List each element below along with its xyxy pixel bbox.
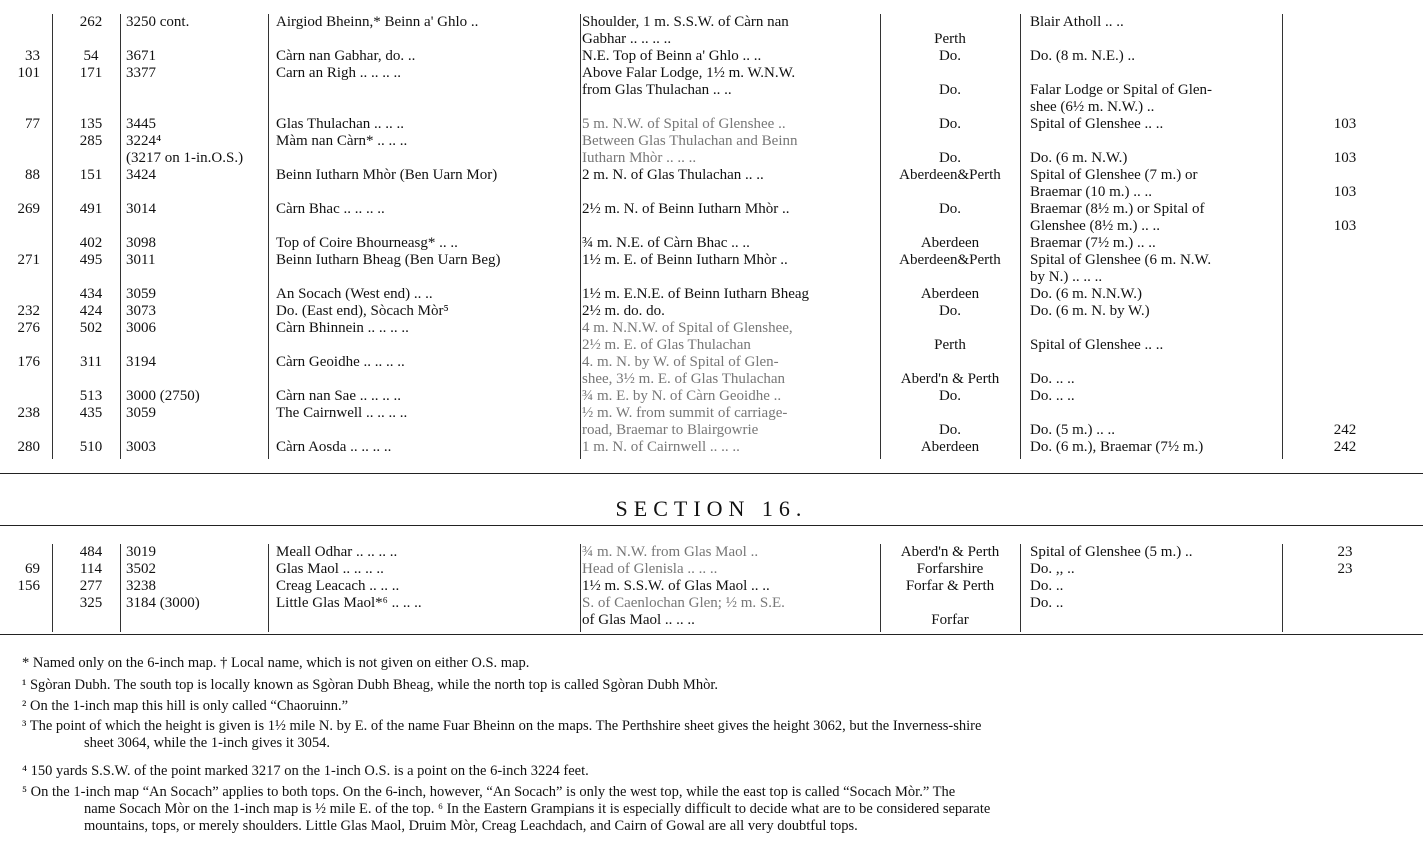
cell-c1: 269 bbox=[17, 201, 40, 217]
column-rule bbox=[1020, 14, 1021, 459]
cell-c7: Do. (8 m. N.E.) .. bbox=[1030, 48, 1135, 64]
cell-c7: Do. (6 m. N.N.W.) bbox=[1030, 286, 1142, 302]
top-table bbox=[0, 14, 1423, 459]
cell-c6: Do. bbox=[938, 303, 962, 319]
cell-c3: 3006 bbox=[126, 320, 156, 336]
table-row bbox=[0, 235, 1423, 252]
cell-c6: Do. bbox=[938, 150, 962, 166]
table-row bbox=[0, 218, 1423, 235]
column-rule bbox=[880, 544, 881, 632]
footnote-0: * Named only on the 6-inch map. † Local name, which is not given on either O.S. map. bbox=[22, 655, 530, 671]
cell-c7: Do. (5 m.) .. .. bbox=[1030, 422, 1115, 438]
cell-c2: 484 bbox=[79, 544, 103, 560]
cell-c5: from Glas Thulachan .. .. bbox=[582, 82, 732, 98]
cell-c2: 311 bbox=[80, 354, 102, 370]
cell-c7: Do. .. .. bbox=[1030, 371, 1075, 387]
cell-c4: Càrn Bhinnein .. .. .. .. bbox=[276, 320, 409, 336]
column-rule bbox=[880, 14, 881, 459]
cell-c1: 88 bbox=[25, 167, 40, 183]
cell-c3: 3377 bbox=[126, 65, 156, 81]
table-row bbox=[0, 150, 1423, 167]
table-row bbox=[0, 82, 1423, 99]
column-rule bbox=[268, 544, 269, 632]
cell-c1: 280 bbox=[17, 439, 40, 455]
cell-c3: 3003 bbox=[126, 439, 156, 455]
cell-c3: (3217 on 1-in.O.S.) bbox=[126, 150, 244, 166]
divider-top bbox=[0, 473, 1423, 474]
cell-c1: 33 bbox=[25, 48, 40, 64]
cell-c5: 4 m. N.N.W. of Spital of Glenshee, bbox=[582, 320, 793, 336]
cell-c8: 103 bbox=[1333, 116, 1357, 132]
footnote-5-line-1: ⁵ On the 1-inch map “An Socach” applies to both tops. On the 6-inch, however, “An Socach” is only the west top, while the east top is called “Socach Mòr.” The bbox=[22, 784, 956, 800]
cell-c2: 325 bbox=[79, 595, 103, 611]
cell-c6: Aberd'n & Perth bbox=[900, 371, 1000, 387]
cell-c2: 491 bbox=[79, 201, 103, 217]
cell-c7: Do. .. .. bbox=[1030, 388, 1075, 404]
cell-c1: 101 bbox=[17, 65, 40, 81]
footnote-1: ¹ Sgòran Dubh. The south top is locally known as Sgòran Dubh Bheag, while the north top is called Sgòran Dubh Mhòr. bbox=[22, 677, 718, 693]
cell-c4: Creag Leacach .. .. .. bbox=[276, 578, 400, 594]
cell-c3: 3059 bbox=[126, 405, 156, 421]
cell-c4: An Socach (West end) .. .. bbox=[276, 286, 433, 302]
cell-c5: 1½ m. E. of Beinn Iutharn Mhòr .. bbox=[582, 252, 788, 268]
cell-c3: 3445 bbox=[126, 116, 156, 132]
cell-c4: Càrn Geoidhe .. .. .. .. bbox=[276, 354, 405, 370]
cell-c1: 77 bbox=[25, 116, 40, 132]
cell-c8: 103 bbox=[1333, 150, 1357, 166]
cell-c5: Iutharn Mhòr .. .. .. bbox=[582, 150, 697, 166]
table-row bbox=[0, 544, 1423, 561]
cell-c6: Forfarshire bbox=[916, 561, 984, 577]
cell-c5: of Glas Maol .. .. .. bbox=[582, 612, 695, 628]
footnote-5 bbox=[22, 784, 1417, 835]
column-rule bbox=[1282, 544, 1283, 632]
cell-c5: ¾ m. E. by N. of Càrn Geoidhe .. bbox=[582, 388, 782, 404]
cell-c7: Braemar (7½ m.) .. .. bbox=[1030, 235, 1156, 251]
cell-c5: ¾ m. N.W. from Glas Maol .. bbox=[582, 544, 759, 560]
cell-c4: Càrn nan Sae .. .. .. .. bbox=[276, 388, 401, 404]
cell-c8: 103 bbox=[1333, 218, 1357, 234]
column-rule bbox=[120, 14, 121, 459]
cell-c7: Braemar (10 m.) .. .. bbox=[1030, 184, 1153, 200]
table-row bbox=[0, 371, 1423, 388]
cell-c5: 2 m. N. of Glas Thulachan .. .. bbox=[582, 167, 764, 183]
table-row bbox=[0, 48, 1423, 65]
cell-c2: 434 bbox=[79, 286, 103, 302]
cell-c6: Forfar bbox=[931, 612, 969, 628]
footnote-3 bbox=[22, 718, 1417, 752]
cell-c3: 3014 bbox=[126, 201, 156, 217]
cell-c3: 3019 bbox=[126, 544, 156, 560]
cell-c8: 242 bbox=[1333, 422, 1357, 438]
cell-c3: 3098 bbox=[126, 235, 156, 251]
cell-c6: Do. bbox=[938, 422, 962, 438]
cell-c2: 135 bbox=[79, 116, 103, 132]
cell-c1: 176 bbox=[17, 354, 40, 370]
bottom-table bbox=[0, 544, 1423, 634]
cell-c4: Beinn Iutharn Bheag (Ben Uarn Beg) bbox=[276, 252, 501, 268]
cell-c2: 424 bbox=[79, 303, 103, 319]
cell-c5: shee, 3½ m. E. of Glas Thulachan bbox=[582, 371, 786, 387]
column-rule bbox=[580, 544, 581, 632]
cell-c4: The Cairnwell .. .. .. .. bbox=[276, 405, 408, 421]
cell-c1: 232 bbox=[17, 303, 40, 319]
cell-c5: 1 m. N. of Cairnwell .. .. .. bbox=[582, 439, 740, 455]
table-row bbox=[0, 303, 1423, 320]
divider-footnotes bbox=[0, 634, 1423, 635]
cell-c3: 3502 bbox=[126, 561, 156, 577]
cell-c7: Do. (6 m. N.W.) bbox=[1030, 150, 1128, 166]
cell-c7: by N.) .. .. .. bbox=[1030, 269, 1103, 285]
table-row bbox=[0, 99, 1423, 116]
cell-c7: Blair Atholl .. .. bbox=[1030, 14, 1124, 30]
cell-c6: Aberdeen&Perth bbox=[899, 167, 1001, 183]
section-title: SECTION 16. bbox=[615, 496, 808, 521]
cell-c7: Do. ,, .. bbox=[1030, 561, 1075, 577]
cell-c5: 1½ m. E.N.E. of Beinn Iutharn Bheag bbox=[582, 286, 810, 302]
cell-c5: 2½ m. N. of Beinn Iutharn Mhòr .. bbox=[582, 201, 790, 217]
cell-c7: Braemar (8½ m.) or Spital of bbox=[1030, 201, 1205, 217]
column-rule bbox=[1020, 544, 1021, 632]
cell-c6: Aberdeen&Perth bbox=[899, 252, 1001, 268]
cell-c2: 495 bbox=[79, 252, 103, 268]
table-row bbox=[0, 167, 1423, 184]
cell-c8: 23 bbox=[1337, 561, 1353, 577]
column-rule bbox=[1282, 14, 1283, 459]
cell-c2: 510 bbox=[79, 439, 103, 455]
cell-c6: Perth bbox=[934, 337, 966, 353]
cell-c1: 276 bbox=[17, 320, 40, 336]
cell-c5: 2½ m. do. do. bbox=[582, 303, 665, 319]
table-row bbox=[0, 116, 1423, 133]
cell-c5: 4. m. N. by W. of Spital of Glen- bbox=[582, 354, 779, 370]
cell-c4: Glas Maol .. .. .. .. bbox=[276, 561, 384, 577]
cell-c4: Airgiod Bheinn,* Beinn a' Ghlo .. bbox=[276, 14, 479, 30]
cell-c7: Spital of Glenshee (6 m. N.W. bbox=[1030, 252, 1212, 268]
table-row bbox=[0, 595, 1423, 612]
cell-c3: 3073 bbox=[126, 303, 156, 319]
footnote-4: ⁴ 150 yards S.S.W. of the point marked 3217 on the 1-inch O.S. is a point on the 6-inch 3224 feet. bbox=[22, 763, 589, 779]
table-row bbox=[0, 65, 1423, 82]
cell-c4: Meall Odhar .. .. .. .. bbox=[276, 544, 398, 560]
cell-c6: Aberdeen bbox=[920, 235, 980, 251]
cell-c3: 3238 bbox=[126, 578, 156, 594]
cell-c8: 23 bbox=[1337, 544, 1353, 560]
table-row bbox=[0, 31, 1423, 48]
cell-c5: S. of Caenlochan Glen; ½ m. S.E. bbox=[582, 595, 785, 611]
table-row bbox=[0, 354, 1423, 371]
cell-c1: 238 bbox=[17, 405, 40, 421]
cell-c4: Glas Thulachan .. .. .. bbox=[276, 116, 405, 132]
cell-c7: Do. .. bbox=[1030, 595, 1064, 611]
table-row bbox=[0, 405, 1423, 422]
footnote-5-line-3: mountains, tops, or merely shoulders. Little Glas Maol, Druim Mòr, Creag Leachdach, and Cairn of Gowal are all very doubtful tops. bbox=[84, 818, 858, 834]
cell-c1: 271 bbox=[17, 252, 40, 268]
cell-c3: 3224⁴ bbox=[126, 133, 162, 149]
cell-c7: Do. (6 m. N. by W.) bbox=[1030, 303, 1150, 319]
table-row bbox=[0, 422, 1423, 439]
cell-c6: Forfar & Perth bbox=[905, 578, 995, 594]
cell-c6: Do. bbox=[938, 388, 962, 404]
table-row bbox=[0, 388, 1423, 405]
table-row bbox=[0, 612, 1423, 629]
column-rule bbox=[52, 544, 53, 632]
table-row bbox=[0, 184, 1423, 201]
cell-c2: 285 bbox=[79, 133, 103, 149]
cell-c5: Shoulder, 1 m. S.S.W. of Càrn nan bbox=[582, 14, 789, 30]
cell-c5: Gabhar .. .. .. .. bbox=[582, 31, 672, 47]
cell-c5: N.E. Top of Beinn a' Ghlo .. .. bbox=[582, 48, 762, 64]
cell-c3: 3671 bbox=[126, 48, 156, 64]
table-row bbox=[0, 14, 1423, 31]
cell-c2: 54 bbox=[83, 48, 99, 64]
cell-c1: 69 bbox=[25, 561, 40, 577]
cell-c5: Between Glas Thulachan and Beinn bbox=[582, 133, 798, 149]
cell-c7: shee (6½ m. N.W.) .. bbox=[1030, 99, 1155, 115]
cell-c4: Carn an Righ .. .. .. .. bbox=[276, 65, 401, 81]
cell-c3: 3424 bbox=[126, 167, 156, 183]
cell-c7: Glenshee (8½ m.) .. .. bbox=[1030, 218, 1160, 234]
cell-c7: Spital of Glenshee .. .. bbox=[1030, 116, 1164, 132]
cell-c5: 5 m. N.W. of Spital of Glenshee .. bbox=[582, 116, 786, 132]
cell-c6: Do. bbox=[938, 116, 962, 132]
table-row bbox=[0, 252, 1423, 269]
cell-c6: Aberdeen bbox=[920, 286, 980, 302]
table-row bbox=[0, 201, 1423, 218]
footnote-5-line-2: name Socach Mòr on the 1-inch map is ½ mile E. of the top. ⁶ In the Eastern Grampians it is especially difficult to decide what are to be considered separate bbox=[84, 801, 991, 817]
cell-c4: Beinn Iutharn Mhòr (Ben Uarn Mor) bbox=[276, 167, 498, 183]
cell-c6: Do. bbox=[938, 82, 962, 98]
cell-c2: 402 bbox=[79, 235, 103, 251]
table-row bbox=[0, 320, 1423, 337]
table-row bbox=[0, 337, 1423, 354]
cell-c2: 171 bbox=[79, 65, 103, 81]
table-row bbox=[0, 286, 1423, 303]
cell-c2: 502 bbox=[79, 320, 103, 336]
cell-c5: road, Braemar to Blairgowrie bbox=[582, 422, 759, 438]
cell-c3: 3000 (2750) bbox=[126, 388, 200, 404]
cell-c3: 3194 bbox=[126, 354, 156, 370]
cell-c7: Spital of Glenshee .. .. bbox=[1030, 337, 1164, 353]
cell-c5: ½ m. W. from summit of carriage- bbox=[582, 405, 788, 421]
cell-c4: Càrn nan Gabhar, do. .. bbox=[276, 48, 416, 64]
cell-c3: 3011 bbox=[126, 252, 156, 268]
cell-c5: Above Falar Lodge, 1½ m. W.N.W. bbox=[582, 65, 796, 81]
table-row bbox=[0, 578, 1423, 595]
cell-c4: Little Glas Maol*⁶ .. .. .. bbox=[276, 595, 422, 611]
cell-c7: Falar Lodge or Spital of Glen- bbox=[1030, 82, 1213, 98]
cell-c6: Perth bbox=[934, 31, 966, 47]
cell-c2: 513 bbox=[79, 388, 103, 404]
table-row bbox=[0, 439, 1423, 456]
cell-c2: 262 bbox=[79, 14, 103, 30]
table-row bbox=[0, 561, 1423, 578]
column-rule bbox=[268, 14, 269, 459]
table-row bbox=[0, 133, 1423, 150]
cell-c2: 435 bbox=[79, 405, 103, 421]
cell-c4: Càrn Bhac .. .. .. .. bbox=[276, 201, 385, 217]
cell-c3: 3059 bbox=[126, 286, 156, 302]
column-rule bbox=[120, 544, 121, 632]
footnote-3-line-1: ³ The point of which the height is given is 1½ mile N. by E. of the name Fuar Bheinn on the maps. The Perthshire sheet gives the height 3062, but the Inverness-shire bbox=[22, 718, 982, 734]
column-rule bbox=[580, 14, 581, 459]
cell-c4: Màm nan Càrn* .. .. .. bbox=[276, 133, 408, 149]
cell-c6: Do. bbox=[938, 48, 962, 64]
cell-c7: Do. (6 m.), Braemar (7½ m.) bbox=[1030, 439, 1204, 455]
cell-c7: Spital of Glenshee (7 m.) or bbox=[1030, 167, 1198, 183]
cell-c2: 151 bbox=[79, 167, 103, 183]
cell-c4: Top of Coire Bhourneasg* .. .. bbox=[276, 235, 458, 251]
cell-c5: 2½ m. E. of Glas Thulachan bbox=[582, 337, 751, 353]
cell-c2: 277 bbox=[79, 578, 103, 594]
cell-c6: Aberd'n & Perth bbox=[900, 544, 1000, 560]
cell-c3: 3250 cont. bbox=[126, 14, 190, 30]
cell-c6: Aberdeen bbox=[920, 439, 980, 455]
cell-c8: 103 bbox=[1333, 184, 1357, 200]
cell-c6: Do. bbox=[938, 201, 962, 217]
divider-bottom bbox=[0, 525, 1423, 526]
cell-c2: 114 bbox=[80, 561, 102, 577]
table-row bbox=[0, 269, 1423, 286]
footnote-3-line-2: sheet 3064, while the 1-inch gives it 3054. bbox=[84, 735, 331, 751]
cell-c5: 1½ m. S.S.W. of Glas Maol .. .. bbox=[582, 578, 770, 594]
cell-c4: Càrn Aosda .. .. .. .. bbox=[276, 439, 392, 455]
cell-c7: Spital of Glenshee (5 m.) .. bbox=[1030, 544, 1193, 560]
cell-c5: ¾ m. N.E. of Càrn Bhac .. .. bbox=[582, 235, 750, 251]
cell-c7: Do. .. bbox=[1030, 578, 1064, 594]
column-rule bbox=[52, 14, 53, 459]
cell-c1: 156 bbox=[17, 578, 40, 594]
cell-c3: 3184 (3000) bbox=[126, 595, 200, 611]
cell-c5: Head of Glenisla .. .. .. bbox=[582, 561, 718, 577]
cell-c8: 242 bbox=[1333, 439, 1357, 455]
footnote-2: ² On the 1-inch map this hill is only called “Chaoruinn.” bbox=[22, 698, 349, 714]
cell-c4: Do. (East end), Sòcach Mòr⁵ bbox=[276, 303, 449, 319]
